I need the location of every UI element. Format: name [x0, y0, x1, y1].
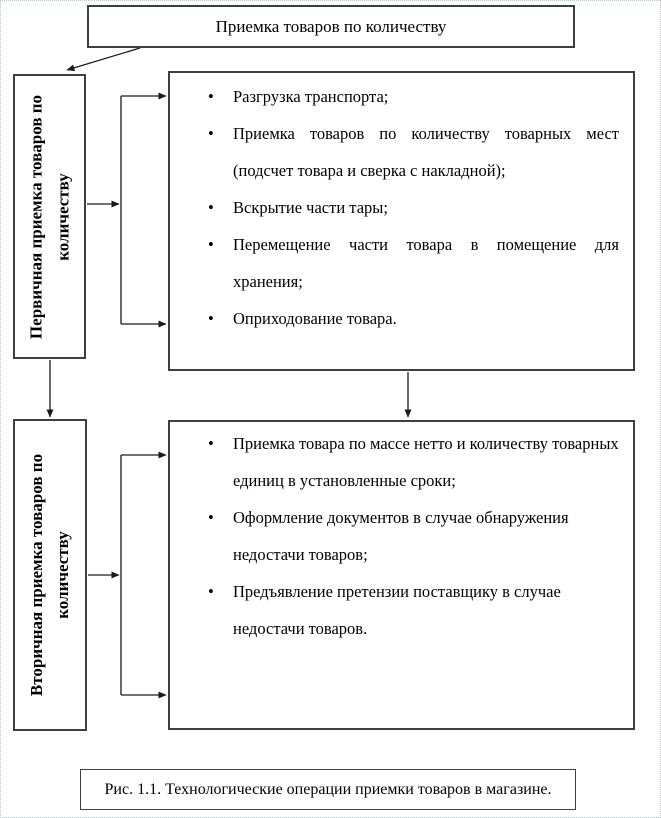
bullet-item: • Перемещение части товара в помещение для хранения;	[170, 226, 619, 300]
side-label-secondary: Вторичная приемка товаров по количеству	[26, 453, 72, 697]
title-box	[87, 5, 575, 48]
side-label-primary: Первичная приемка товаров по количеству	[26, 94, 72, 339]
caption-text: Рис. 1.1. Технологические операции приемки товаров в магазине.	[104, 780, 552, 798]
bullet-list-secondary	[170, 425, 619, 647]
bullet-item: • Разгрузка транспорта;	[170, 78, 619, 115]
bullet-item: • Оформление документов в случае обнаружения недостачи товаров;	[170, 499, 619, 573]
bullet-box-secondary	[168, 420, 635, 730]
bullet-item: • Вскрытие части тары;	[170, 189, 619, 226]
arrow-title-to-primary	[67, 48, 140, 70]
title-text: Приемка товаров по количеству	[215, 16, 447, 36]
bullet-list-primary	[170, 78, 619, 337]
caption-box	[80, 769, 576, 810]
bullet-box-primary	[168, 71, 635, 371]
bullet-item: • Приемка товара по массе нетто и количеству товарных единиц в установленные сроки;	[170, 425, 619, 499]
bullet-item: • Приемка товаров по количеству товарных мест (подсчет товара и сверка с накладной);	[170, 115, 619, 189]
side-box-secondary	[13, 419, 87, 731]
bullet-item: • Оприходование товара.	[170, 300, 619, 337]
side-box-primary	[13, 74, 86, 359]
bullet-item: • Предъявление претензии поставщику в случае недостачи товаров.	[170, 573, 619, 647]
